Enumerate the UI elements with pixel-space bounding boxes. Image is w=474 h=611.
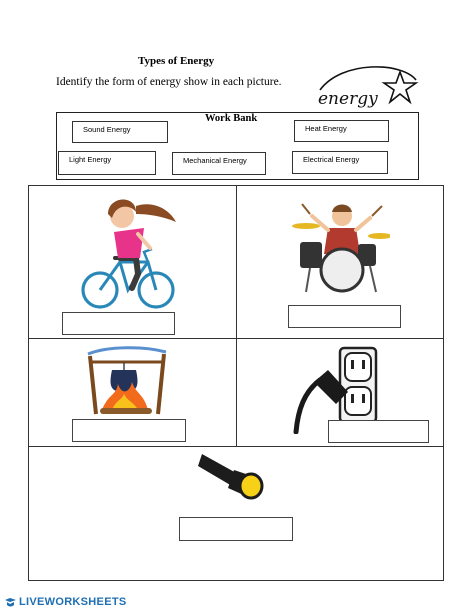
answer-box-plug[interactable]	[328, 420, 429, 443]
flashlight-image	[196, 446, 270, 504]
worksheet-title: Types of Energy	[138, 55, 215, 67]
footer-brand: LIVEWORKSHEETS	[19, 596, 127, 608]
answer-input-campfire[interactable]	[73, 420, 185, 441]
drummer-image	[290, 198, 390, 294]
word-sound-energy[interactable]: Sound Energy	[72, 121, 168, 143]
answer-box-campfire[interactable]	[72, 419, 186, 442]
answer-box-drummer[interactable]	[288, 305, 401, 328]
answer-box-flashlight[interactable]	[179, 517, 293, 541]
liveworksheets-logo-icon	[4, 597, 17, 608]
logo-text: energy	[318, 89, 378, 109]
answer-box-bicycle[interactable]	[62, 312, 175, 335]
girl-on-bicycle-image	[78, 192, 178, 310]
word-electrical-energy[interactable]: Electrical Energy	[292, 151, 388, 174]
liveworksheets-footer[interactable]	[4, 596, 127, 608]
answer-input-flashlight[interactable]	[180, 518, 292, 540]
answer-input-drummer[interactable]	[289, 306, 400, 327]
word-light-energy[interactable]: Light Energy	[58, 151, 156, 175]
word-heat-energy[interactable]: Heat Energy	[294, 120, 389, 142]
worksheet-instructions: Identify the form of energy show in each picture.	[56, 76, 282, 88]
campfire-pot-image	[78, 344, 174, 420]
grid-divider-horizontal-1	[28, 338, 444, 339]
answer-input-bicycle[interactable]	[63, 313, 174, 334]
grid-divider-vertical	[236, 185, 237, 447]
word-bank-title: Work Bank	[205, 113, 258, 124]
energy-star-logo	[312, 64, 420, 114]
answer-input-plug[interactable]	[329, 421, 428, 442]
word-mechanical-energy[interactable]: Mechanical Energy	[172, 152, 266, 175]
